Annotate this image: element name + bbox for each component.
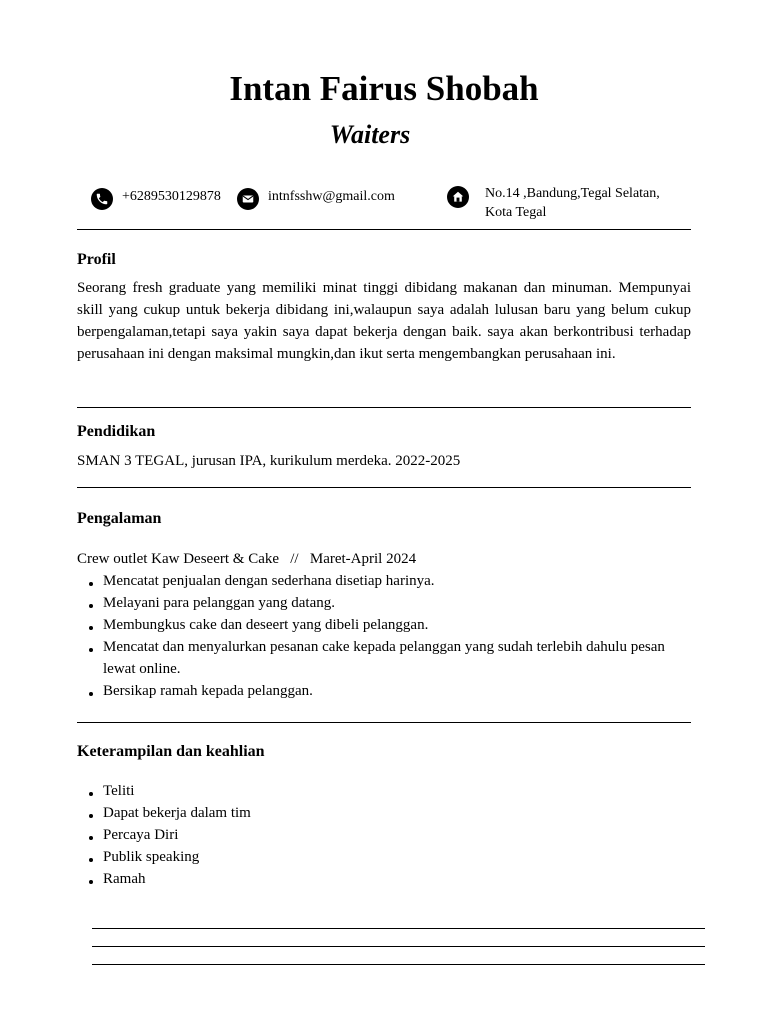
divider [77,722,691,723]
list-item: Percaya Diri [77,824,691,846]
phone-icon [91,188,113,210]
divider [77,229,691,230]
contact-email-text: intnfsshw@gmail.com [268,189,395,204]
contact-phone-text: +6289530129878 [122,189,221,204]
divider [92,964,705,965]
resume-role: Waiters [329,120,411,149]
list-item: Ramah [77,868,691,890]
contact-address-text: No.14 ,Bandung,Tegal Selatan, Kota Tegal [485,186,660,220]
pendidikan-text: SMAN 3 TEGAL, jurusan IPA, kurikulum merdeka. 2022-2025 [77,453,461,469]
home-icon [447,186,469,208]
list-item: Teliti [77,780,691,802]
section-title-keterampilan: Keterampilan dan keahlian [77,743,265,760]
pengalaman-list [77,570,691,702]
list-item: Publik speaking [77,846,691,868]
contact-address [447,186,685,222]
keterampilan-list [77,780,691,890]
section-title-profil: Profil [77,251,116,268]
divider [77,407,691,408]
list-item: Dapat bekerja dalam tim [77,802,691,824]
divider [92,946,705,947]
pengalaman-job: Crew outlet Kaw Deseert & Cake // Maret-April 2024 [77,551,417,567]
contact-email [237,188,395,210]
list-item: Mencatat penjualan dengan sederhana disetiap harinya. [77,570,691,592]
list-item: Membungkus cake dan deseert yang dibeli pelanggan. [77,614,691,636]
divider [92,928,705,929]
list-item: Bersikap ramah kepada pelanggan. [77,680,691,702]
section-title-pendidikan: Pendidikan [77,423,156,440]
list-item: Melayani para pelanggan yang datang. [77,592,691,614]
profil-text: Seorang fresh graduate yang memiliki minat tinggi dibidang makanan dan minuman. Mempunyai skill yang cukup untuk bekerja dibidang ini,walaupun saya adalah lulusan baru yang belum cukup berpengalaman,tetapi saya yakin saya dapat bekerja dengan baik. saya akan berkontribusi terhadap perusahaan ini dengan maksimal mungkin,dan ikut serta mengembangkan perusahaan ini. [77,280,691,362]
list-item: Mencatat dan menyalurkan pesanan cake kepada pelanggan yang sudah terlebih dahulu pesan lewat online. [77,636,691,680]
email-icon [237,188,259,210]
section-title-pengalaman: Pengalaman [77,510,162,527]
divider [77,487,691,488]
contact-phone [91,188,221,210]
resume-name: Intan Fairus Shobah [229,69,539,108]
